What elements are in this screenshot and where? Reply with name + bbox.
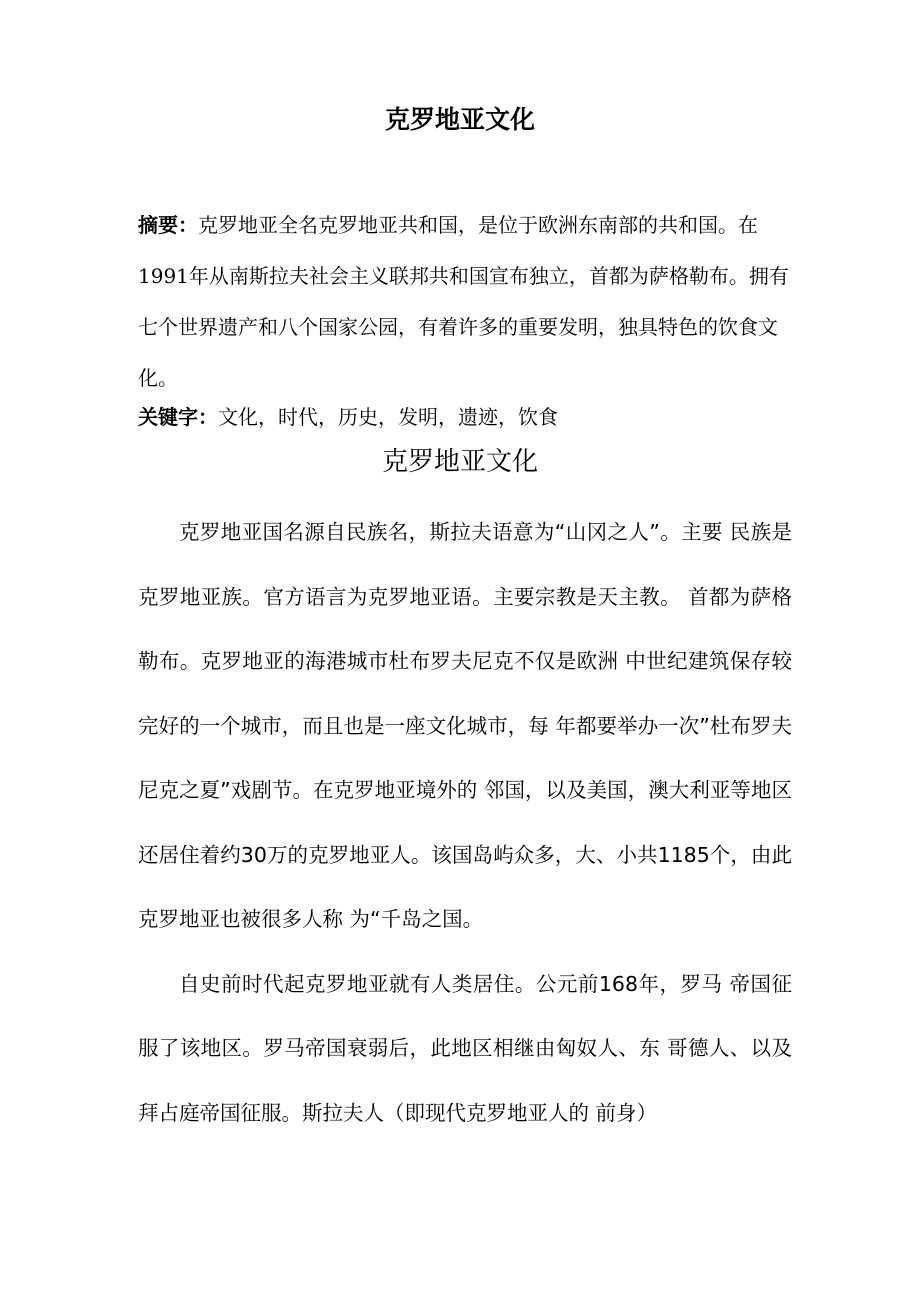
abstract-text: 克罗地亚全名克罗地亚共和国，是位于欧洲东南部的共和国。在1991年从南斯拉夫社会主义联邦共和国宣布独立，首都为萨格勒布。拥有七个世界遗产和八个国家公园，有着许多的重要发明，独具特色的饮食文化。 (138, 213, 789, 390)
paragraph: 克罗地亚国名源自民族名，斯拉夫语意为“山冈之人”。主要 民族是克罗地亚族。官方语言为克罗地亚语。主要宗教是天主教。 首都为萨格勒布。克罗地亚的海港城市杜布罗夫尼克不仅是欧洲 中世纪建筑保存较完好的一个城市，而且也是一座文化城市，每 年都要举办一次”杜布罗夫尼克之夏”戏剧节。在克罗地亚境外的 邻国，以及美国，澳大利亚等地区还居住着约30万的克罗地亚人。该国岛屿众多，大、小共1185个，由此克罗地亚也被很多人称 为“千岛之国。 (138, 520, 792, 931)
document-title: 克罗地亚文化 (384, 105, 535, 134)
keywords-label: 关键字： (138, 405, 218, 429)
keywords-text: 文化，时代，历史，发明，遗迹，饮食 (218, 405, 558, 429)
body-text (138, 500, 792, 1145)
section-title: 克罗地亚文化 (381, 447, 538, 477)
abstract (138, 200, 798, 404)
keywords (138, 402, 798, 432)
abstract-label: 摘要： (138, 213, 198, 237)
paragraph: 自史前时代起克罗地亚就有人类居住。公元前168年，罗马 帝国征服了该地区。罗马帝国衰弱后，此地区相继由匈奴人、东 哥德人、以及拜占庭帝国征服。斯拉夫人（即现代克罗地亚人的 前身） (138, 971, 792, 1125)
